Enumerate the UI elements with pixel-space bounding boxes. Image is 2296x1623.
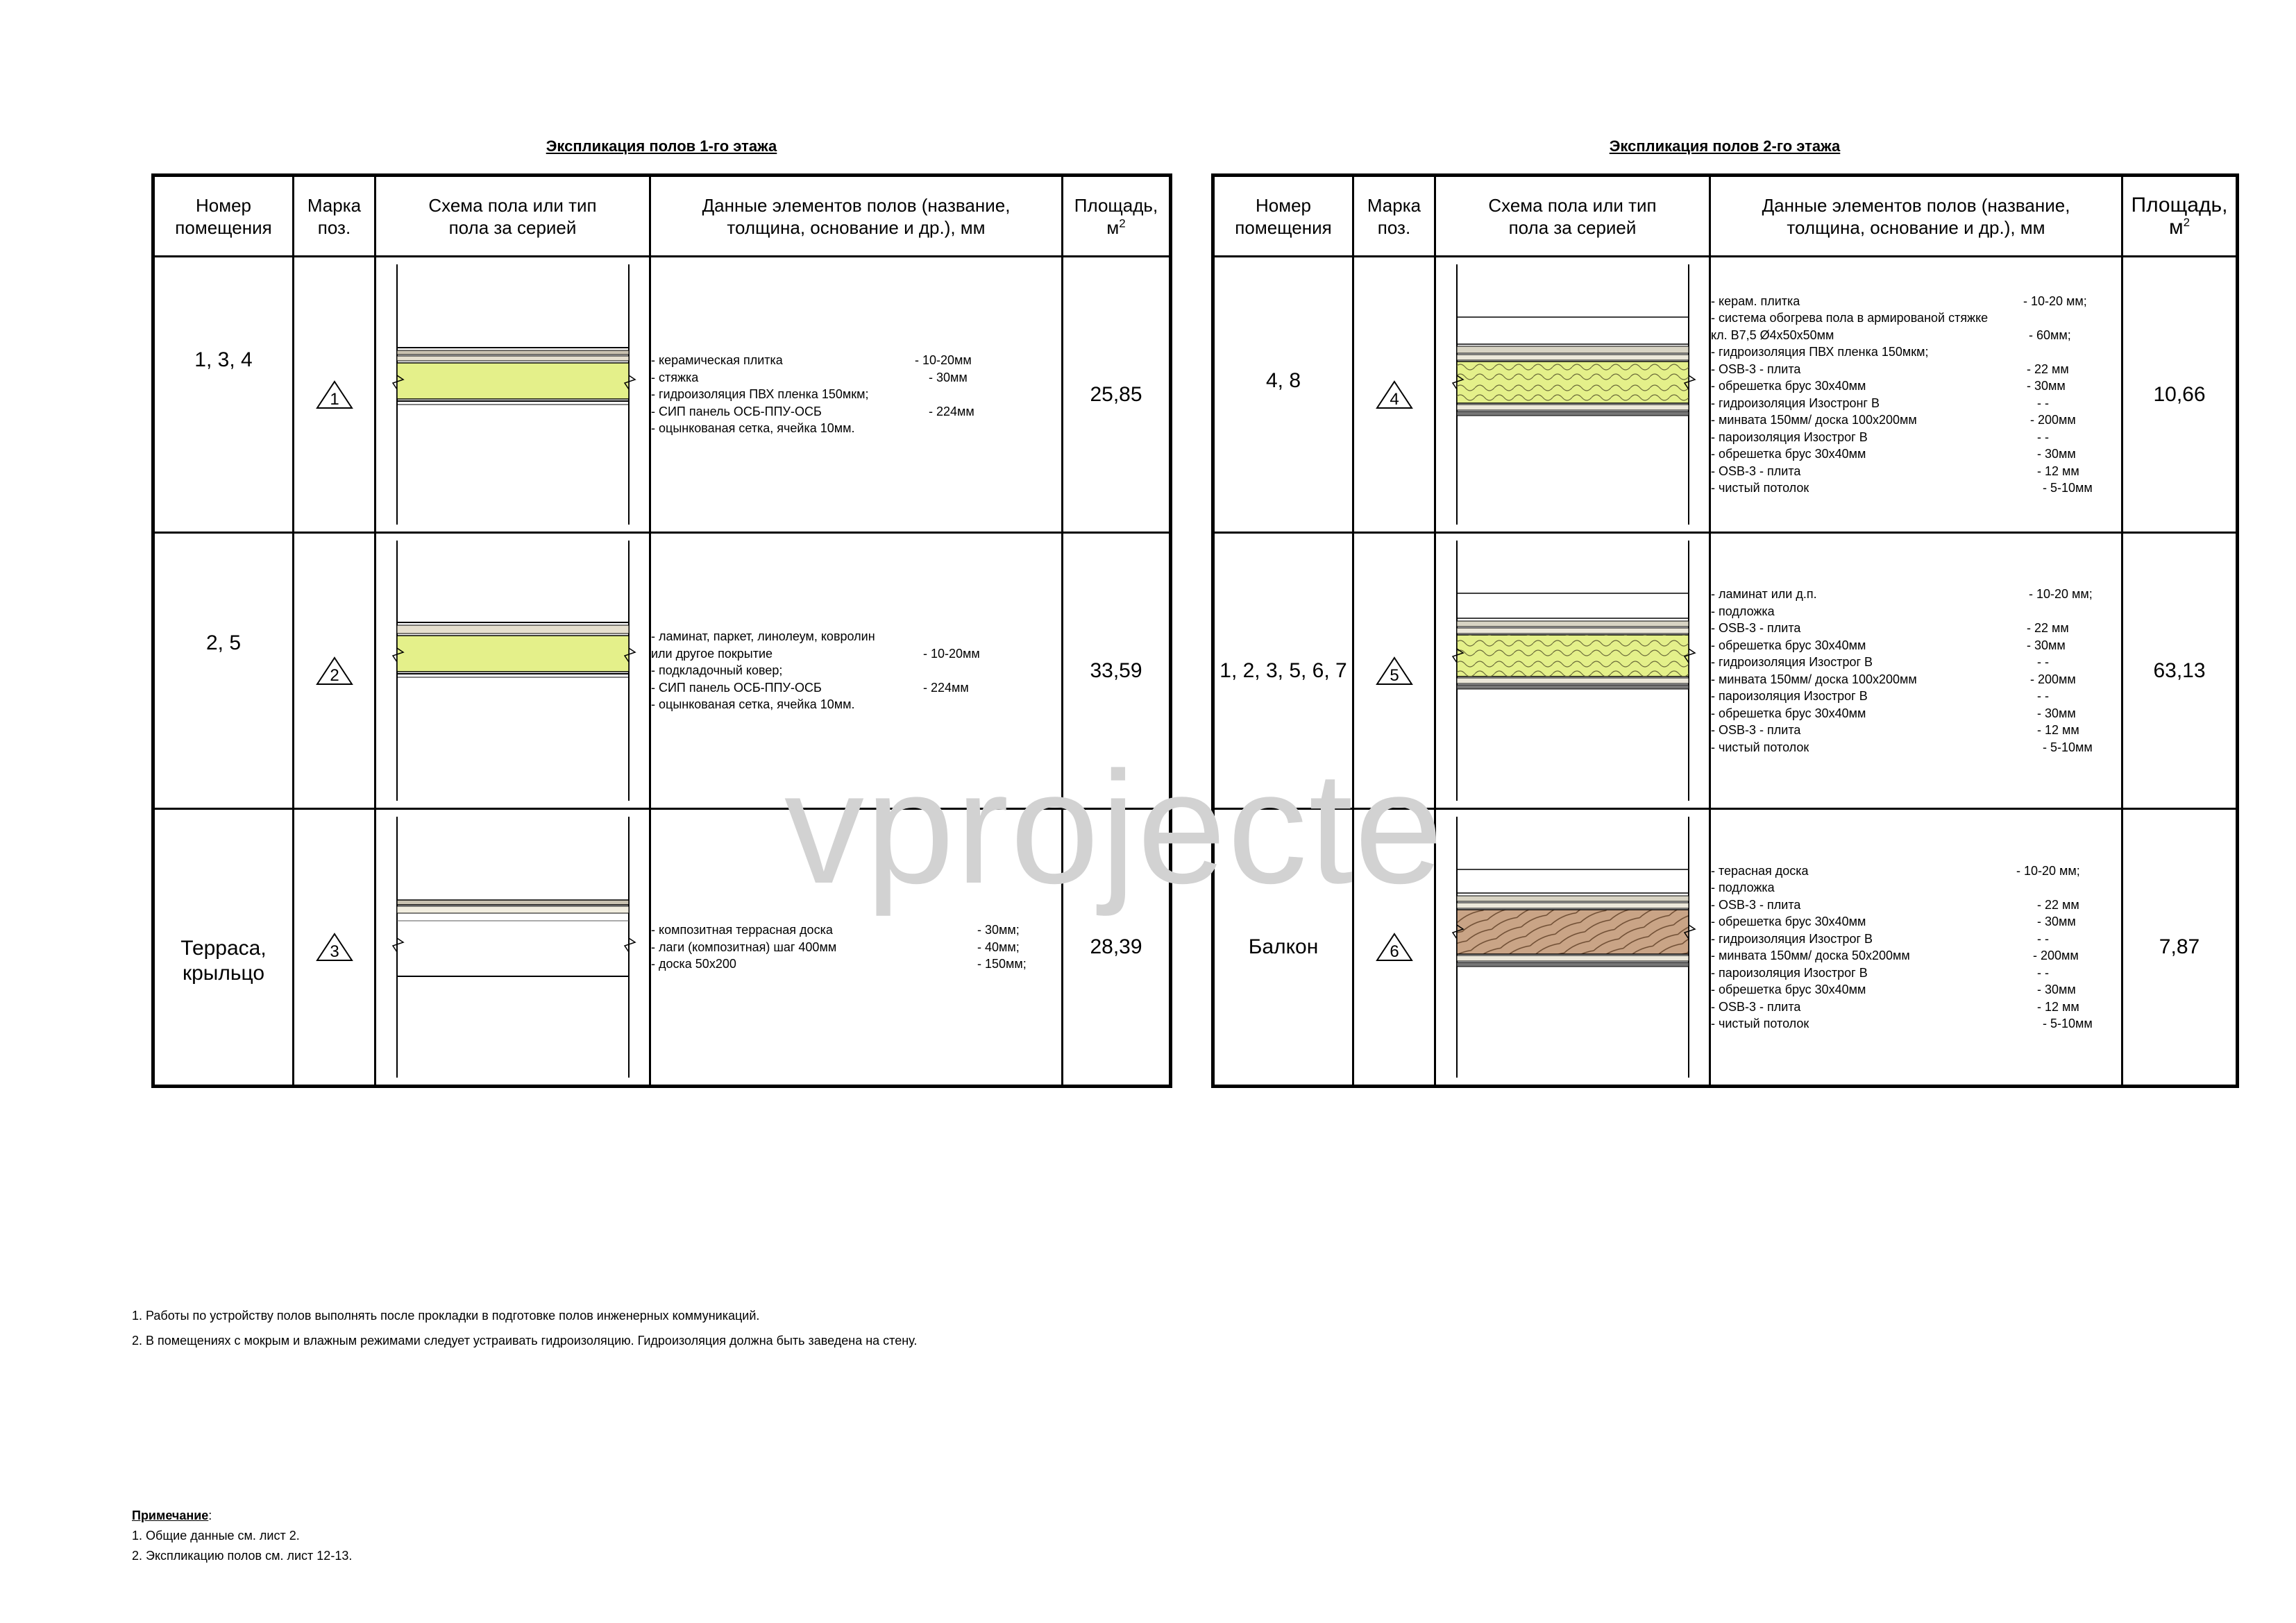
area-cell: 25,85 — [1063, 257, 1171, 533]
second-floor-table — [1211, 173, 2239, 1088]
remark-item: 2. Экспликацию полов см. лист 12-13. — [132, 1549, 353, 1563]
layer-item: - оцынкованая сетка, ячейка 10мм. — [651, 697, 855, 712]
header-data: Данные элементов полов (название, толщина, основание и др.), мм — [1710, 176, 2122, 257]
layer-item: - доска 50х200 - 150мм; — [651, 957, 1027, 971]
layer-item: - керам. плитка - 10-20 мм; — [1711, 294, 2087, 308]
sip-panel-floor-icon — [376, 257, 651, 532]
layers-cell — [650, 257, 1063, 533]
table-row — [153, 257, 1171, 533]
layer-item: - подложка — [1711, 604, 1775, 618]
svg-text:3: 3 — [329, 942, 339, 961]
layer-item: - гидроизоляция Изострог В - - — [1711, 931, 2049, 946]
mark-triangle-icon — [1375, 380, 1414, 410]
layer-item: - OSB-3 - плита - 22 мм — [1711, 362, 2069, 376]
floor-scheme-cell — [1435, 533, 1710, 809]
mark-triangle-icon — [315, 932, 354, 962]
layer-item: - чистый потолок - 5-10мм — [1711, 481, 2093, 495]
mark-cell — [294, 533, 375, 809]
layer-item: - пароизоляция Изострог В - - — [1711, 965, 2049, 980]
layer-item: - СИП панель ОСБ-ППУ-ОСБ - 224мм — [651, 404, 974, 418]
first-floor-title: Экспликация полов 1-го этажа — [546, 137, 777, 155]
layer-item: - лаги (композитная) шаг 400мм - 40мм; — [651, 940, 1020, 954]
header-mark: Марка поз. — [294, 176, 375, 257]
terrace-floor-icon — [376, 810, 651, 1085]
layer-item: - OSB-3 - плита - 22 мм — [1711, 897, 2079, 912]
layer-item: или другое покрытие - 10-20мм — [651, 646, 980, 661]
layer-item: - подкладочный ковер; — [651, 663, 783, 678]
header-scheme: Схема пола или тип пола за серией — [1435, 176, 1710, 257]
header-data: Данные элементов полов (название, толщина, основание и др.), мм — [650, 176, 1063, 257]
watermark: vprojecte — [784, 738, 1445, 917]
floor-scheme-cell — [1435, 809, 1710, 1087]
floor-scheme-cell — [375, 257, 650, 533]
general-note: 1. Работы по устройству полов выполнять после прокладки в подготовке полов инженерных коммуникаций. — [132, 1309, 760, 1323]
layer-item: - OSB-3 - плита - 12 мм — [1711, 723, 2079, 737]
layer-item: - OSB-3 - плита - 22 мм — [1711, 621, 2069, 635]
room-number: 4, 8 — [1213, 257, 1353, 533]
table-header-row — [153, 176, 1171, 257]
mark-triangle-icon — [1375, 932, 1414, 962]
layer-item: - обрешетка брус 30х40мм - 30мм — [1711, 379, 2066, 393]
mark-cell — [1353, 257, 1435, 533]
layer-item: - ламинат или д.п. - 10-20 мм; — [1711, 587, 2093, 601]
layer-item: - подложка — [1711, 881, 1775, 894]
room-number: 2, 5 — [153, 533, 294, 809]
layer-item: - система обогрева пола в армированой стяжке — [1711, 311, 1989, 325]
layer-item: - обрешетка брус 30х40мм - 30мм — [1711, 706, 2076, 720]
balcony-floor-icon — [1436, 810, 1711, 1085]
layer-item: - OSB-3 - плита - 12 мм — [1711, 464, 2079, 478]
area-cell: 28,39 — [1063, 809, 1171, 1087]
header-area: Площадь, $м^2$ — [2122, 176, 2238, 257]
floor-scheme-cell — [1435, 257, 1710, 533]
layer-item: - терасная доска - 10-20 мм; — [1711, 863, 2080, 878]
area-cell: 63,13 — [2122, 533, 2238, 809]
header-room: Номер помещения — [153, 176, 294, 257]
mineral-wool-floor-icon — [1436, 534, 1711, 808]
layer-item: - гидроизоляция Изострог В - - — [1711, 655, 2049, 669]
header-room: Номер помещения — [1213, 176, 1353, 257]
mark-cell — [294, 257, 375, 533]
floor-scheme-cell — [375, 533, 650, 809]
svg-text:1: 1 — [329, 389, 339, 409]
svg-text:2: 2 — [329, 665, 339, 685]
layer-item: - ламинат, паркет, линолеум, ковролин — [651, 629, 875, 644]
layers-cell — [1710, 533, 2122, 809]
room-number: 1, 2, 3, 5, 6, 7 — [1213, 533, 1353, 809]
mark-triangle-icon — [315, 380, 354, 410]
mark-triangle-icon — [1375, 656, 1414, 686]
mineral-wool-floor-icon — [1436, 257, 1711, 532]
mark-triangle-icon — [315, 656, 354, 686]
layer-item: - гидроизоляция Изостронг В - - — [1711, 396, 2049, 410]
remark-title: Примечание: — [132, 1509, 212, 1522]
layer-item: - минвата 150мм/ доска 100х200мм - 200мм — [1711, 413, 2076, 427]
header-scheme: Схема пола или тип пола за серией — [375, 176, 650, 257]
layers-cell — [1710, 257, 2122, 533]
layer-item: - минвата 150мм/ доска 100х200мм - 200мм — [1711, 672, 2076, 686]
layer-item: - чистый потолок - 5-10мм — [1711, 740, 2093, 754]
layer-item: - чистый потолок - 5-10мм — [1711, 1017, 2093, 1030]
area-cell: 33,59 — [1063, 533, 1171, 809]
layer-item: - обрешетка брус 30х40мм - 30мм — [1711, 447, 2076, 461]
layer-item: - оцынкованая сетка, ячейка 10мм. — [651, 421, 855, 436]
area-cell: 7,87 — [2122, 809, 2238, 1087]
layer-item: - керамическая плитка - 10-20мм — [651, 353, 972, 368]
layer-item: - СИП панель ОСБ-ППУ-ОСБ - 224мм — [651, 680, 969, 695]
layer-item: кл. В7,5 Ø4х50х50мм - 60мм; — [1711, 328, 2071, 342]
floor-scheme-cell — [375, 809, 650, 1087]
svg-text:5: 5 — [1389, 665, 1399, 685]
layer-item: - обрешетка брус 30х40мм - 30мм — [1711, 983, 2076, 996]
header-mark: Марка поз. — [1353, 176, 1435, 257]
layer-item: - минвата 150мм/ доска 50х200мм - 200мм — [1711, 949, 2079, 962]
layer-item: - гидроизоляция ПВХ пленка 150мкм; — [651, 387, 869, 402]
sip-panel-floor-icon — [376, 534, 651, 808]
remark-item: 1. Общие данные см. лист 2. — [132, 1529, 300, 1543]
table-row — [1213, 257, 2238, 533]
layer-item: - обрешетка брус 30х40мм - 30мм — [1711, 915, 2076, 928]
second-floor-title: Экспликация полов 2-го этажа — [1609, 137, 1841, 155]
layer-item: - пароизоляция Изострог В - - — [1711, 430, 2049, 444]
svg-text:4: 4 — [1389, 389, 1399, 409]
layers-cell — [1710, 809, 2122, 1087]
layer-item: - гидроизоляция ПВХ пленка 150мкм; — [1711, 345, 1929, 359]
layer-item: - обрешетка брус 30х40мм - 30мм — [1711, 638, 2066, 652]
room-number: Балкон — [1213, 809, 1353, 1087]
area-cell: 10,66 — [2122, 257, 2238, 533]
general-note: 2. В помещениях с мокрым и влажным режимами следует устраивать гидроизоляцию. Гидроизоляция должна быть заведена на стену. — [132, 1334, 918, 1348]
room-number: Терраса, крыльцо — [153, 809, 294, 1087]
table-header-row — [1213, 176, 2238, 257]
first-floor-table — [151, 173, 1172, 1088]
svg-text:6: 6 — [1389, 942, 1399, 961]
header-area: Площадь, $м^2$ — [1063, 176, 1171, 257]
layer-item: - пароизоляция Изострог В - - — [1711, 689, 2049, 703]
mark-cell — [294, 809, 375, 1087]
layer-item: - OSB-3 - плита - 12 мм — [1711, 999, 2079, 1014]
layer-item: - композитная террасная доска - 30мм; — [651, 923, 1020, 937]
layer-item: - стяжка - 30мм — [651, 370, 968, 384]
room-number: 1, 3, 4 — [153, 257, 294, 533]
